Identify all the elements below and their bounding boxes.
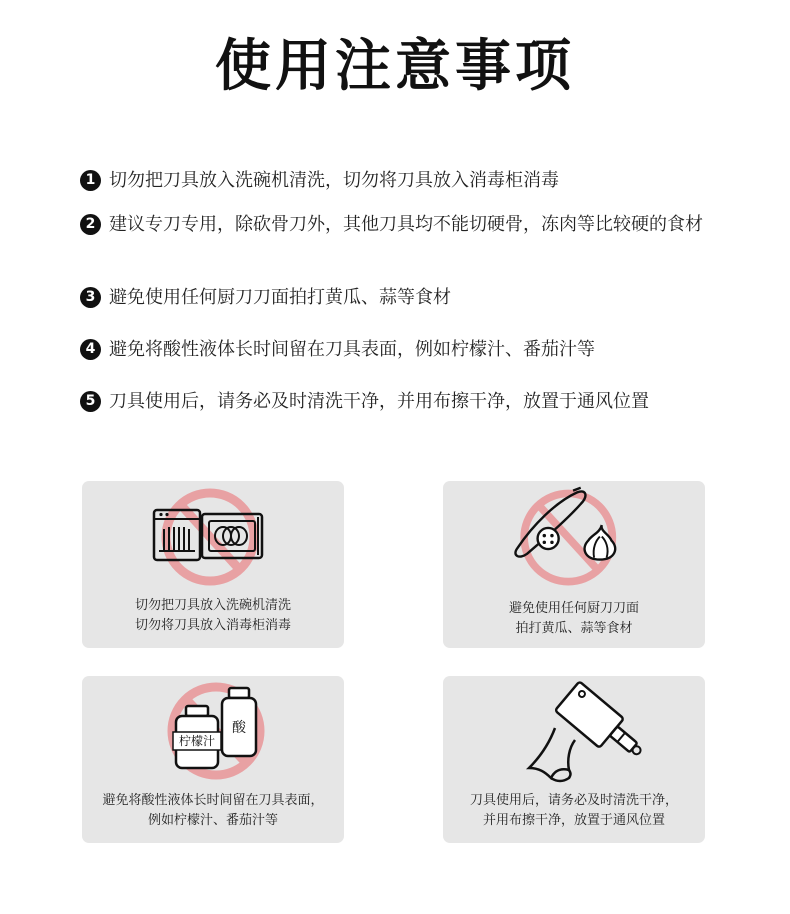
notice-number-badge: 3 (80, 287, 101, 308)
acid-bottles-prohibited-icon (82, 676, 344, 791)
notice-item (80, 283, 740, 312)
acid-label: 酸 (232, 720, 246, 736)
card-caption (88, 791, 338, 831)
notice-text: 切勿把刀具放入洗碗机清洗，切勿将刀具放入消毒柜消毒 (109, 170, 559, 191)
notice-number-badge: 5 (80, 391, 101, 412)
tip-card-cleaning (443, 676, 705, 843)
notice-item (80, 166, 740, 195)
card-caption (88, 596, 338, 636)
page-title: 使用注意事项 (215, 34, 575, 99)
caption-line: 并用布擦干净，放置于通风位置 (482, 813, 665, 828)
notice-number-badge: 4 (80, 339, 101, 360)
tip-card-smash (443, 481, 705, 648)
caption-line: 避免使用任何厨刀刀面 (508, 601, 639, 616)
notice-text: 刀具使用后，请务必及时清洗干净，并用布擦干净，放置于通风位置 (109, 391, 649, 412)
caption-line: 拍打黄瓜、蒜等食材 (515, 621, 633, 636)
notice-item (80, 210, 740, 239)
caption-line: 切勿把刀具放入洗碗机清洗 (134, 598, 291, 613)
lemon-juice-label: 柠檬汁 (178, 734, 216, 748)
dishwasher-prohibited-icon (82, 481, 344, 596)
caption-line: 刀具使用后，请务必及时清洗干净， (469, 793, 678, 808)
caption-line: 例如柠檬汁、番茄汁等 (147, 813, 278, 828)
caption-line: 避免将酸性液体长时间留在刀具表面， (102, 793, 324, 808)
card-caption (449, 599, 699, 639)
notice-item (80, 387, 740, 416)
card-caption (449, 791, 699, 831)
tip-card-dishwasher (82, 481, 344, 648)
notice-number-badge: 2 (80, 214, 101, 235)
notice-text: 建议专刀专用，除砍骨刀外，其他刀具均不能切硬骨，冻肉等比较硬的食材 (109, 214, 703, 235)
notice-item (80, 335, 740, 364)
tip-card-acid (82, 676, 344, 843)
cucumber-garlic-prohibited-icon (443, 481, 705, 596)
notice-number-badge: 1 (80, 170, 101, 191)
notice-text: 避免使用任何厨刀刀面拍打黄瓜、蒜等食材 (109, 287, 451, 308)
notice-text: 避免将酸性液体长时间留在刀具表面，例如柠檬汁、番茄汁等 (109, 339, 595, 360)
cleaver-cloth-icon (443, 676, 705, 791)
caption-line: 切勿将刀具放入消毒柜消毒 (134, 618, 291, 633)
